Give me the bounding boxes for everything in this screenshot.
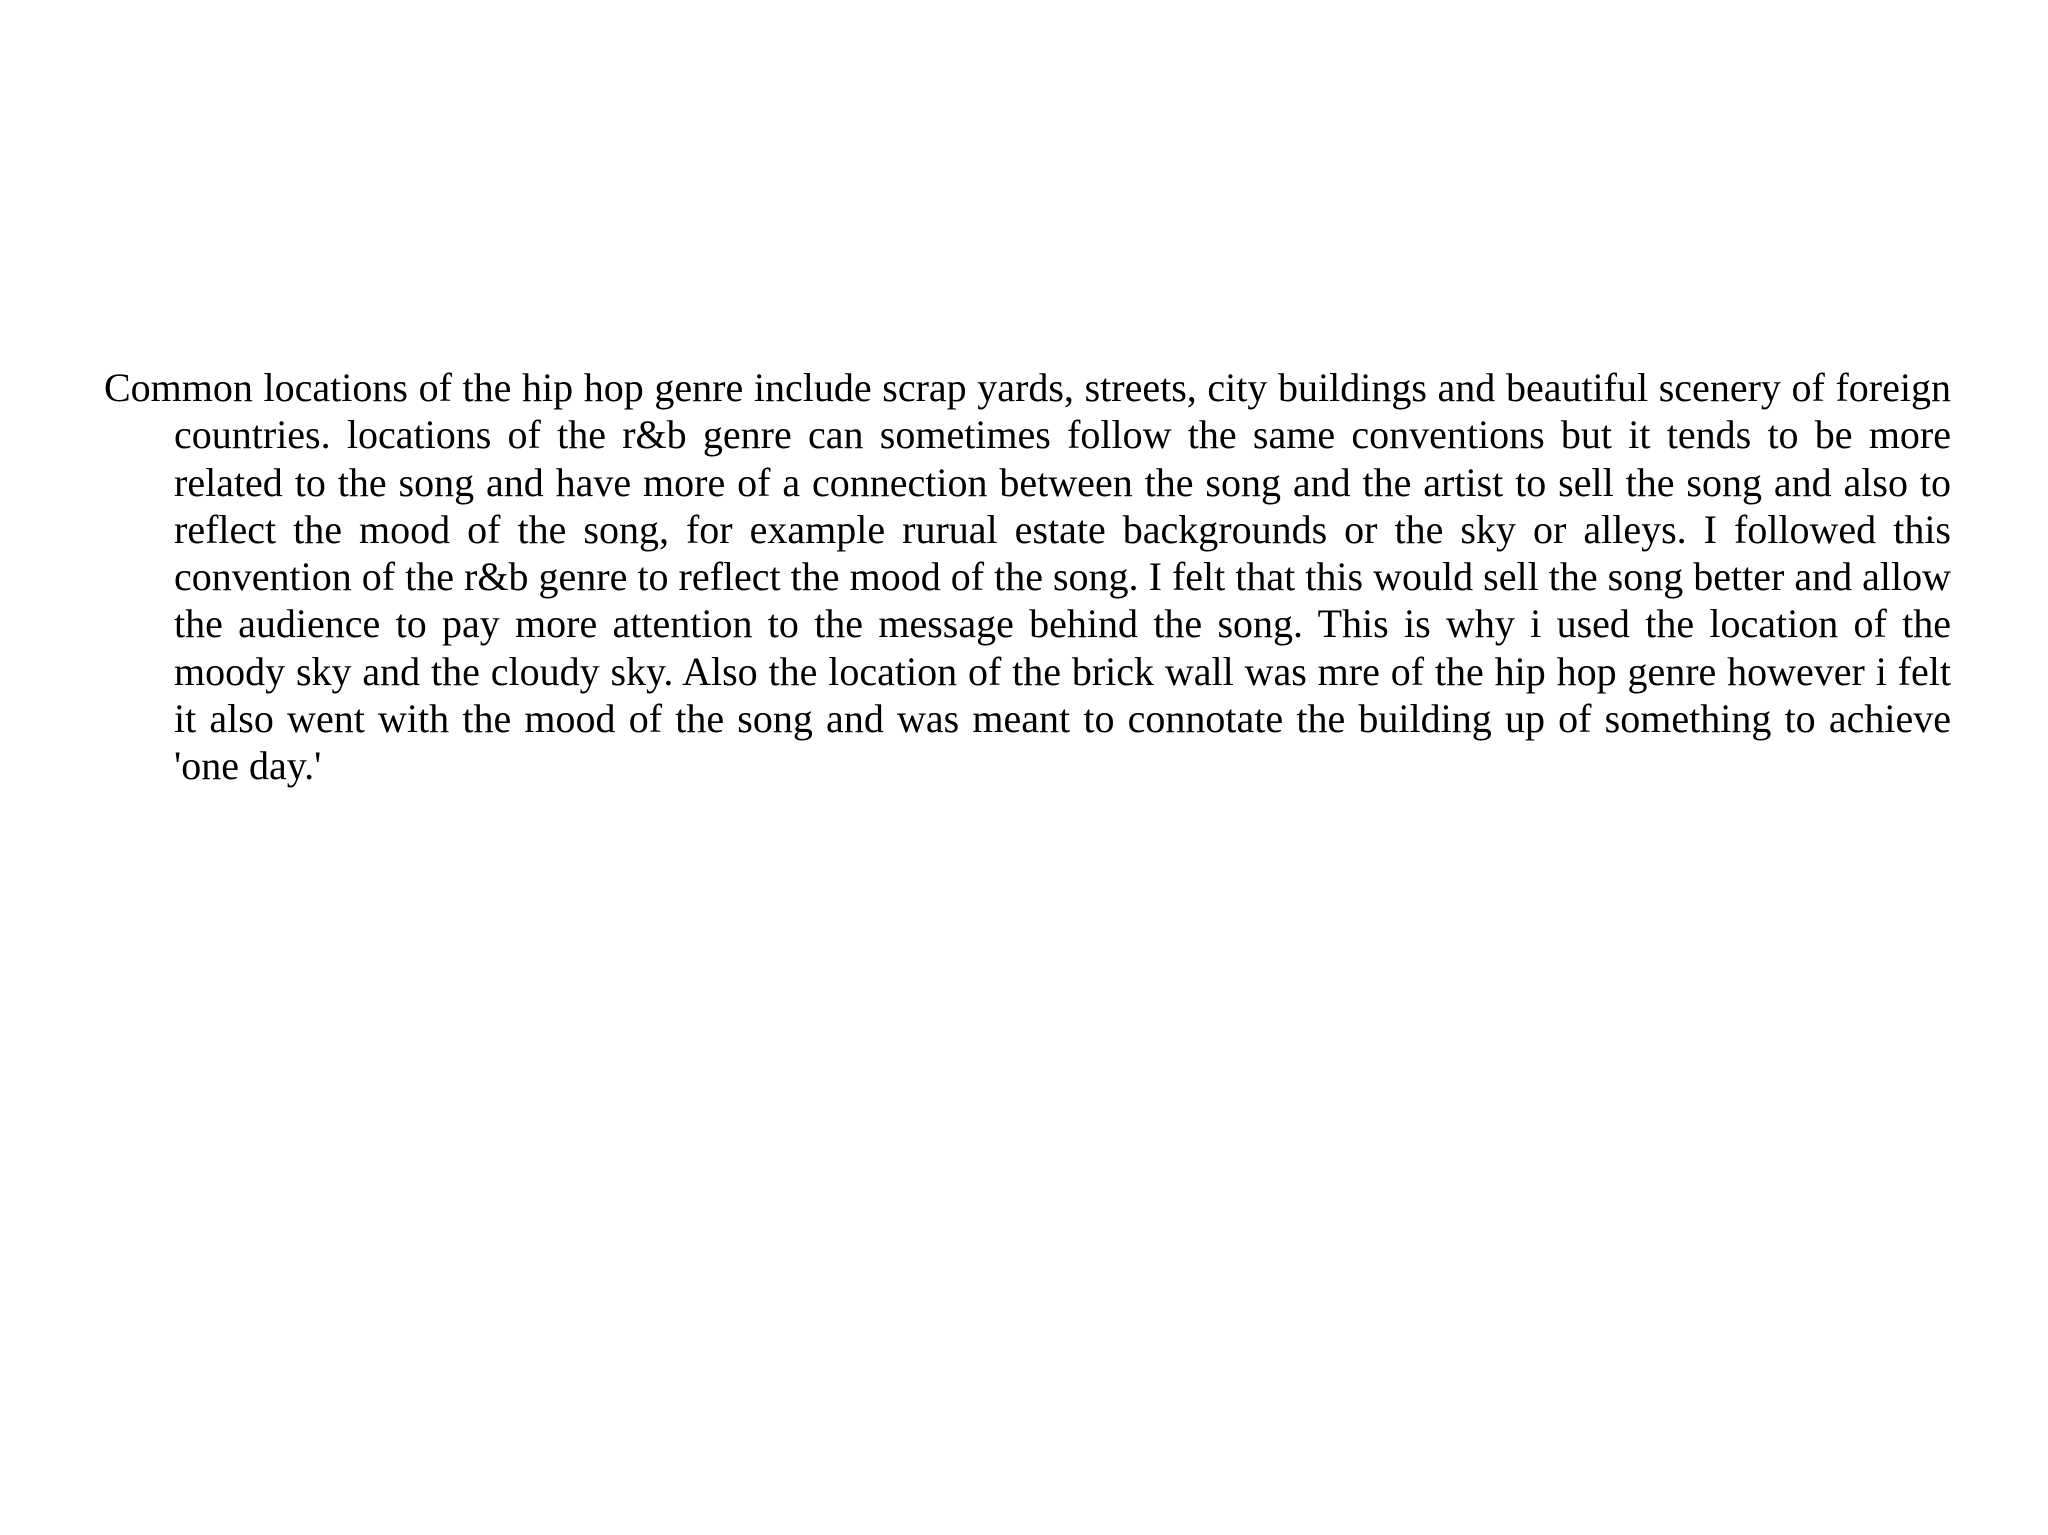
body-paragraph: Common locations of the hip hop genre include scrap yards, streets, city buildings and beautiful scenery of foreign countries. locations of the r&b genre can sometimes follow the same conventions but it tends to be more related to the song and have more of a connection between the song and the artist to sell the song and also to reflect the mood of the song, for example rurual estate backgrounds or the sky or alleys. I followed this convention of the r&b genre to reflect the mood of the song. I felt that this would sell the song better and allow the audience to pay more attention to the message behind the song. This is why i used the location of the moody sky and the cloudy sky. Also the location of the brick wall was mre of the hip hop genre however i felt it also went with the mood of the song and was meant to connotate the building up of something to achieve 'one day.' xyxy=(104,365,1951,789)
